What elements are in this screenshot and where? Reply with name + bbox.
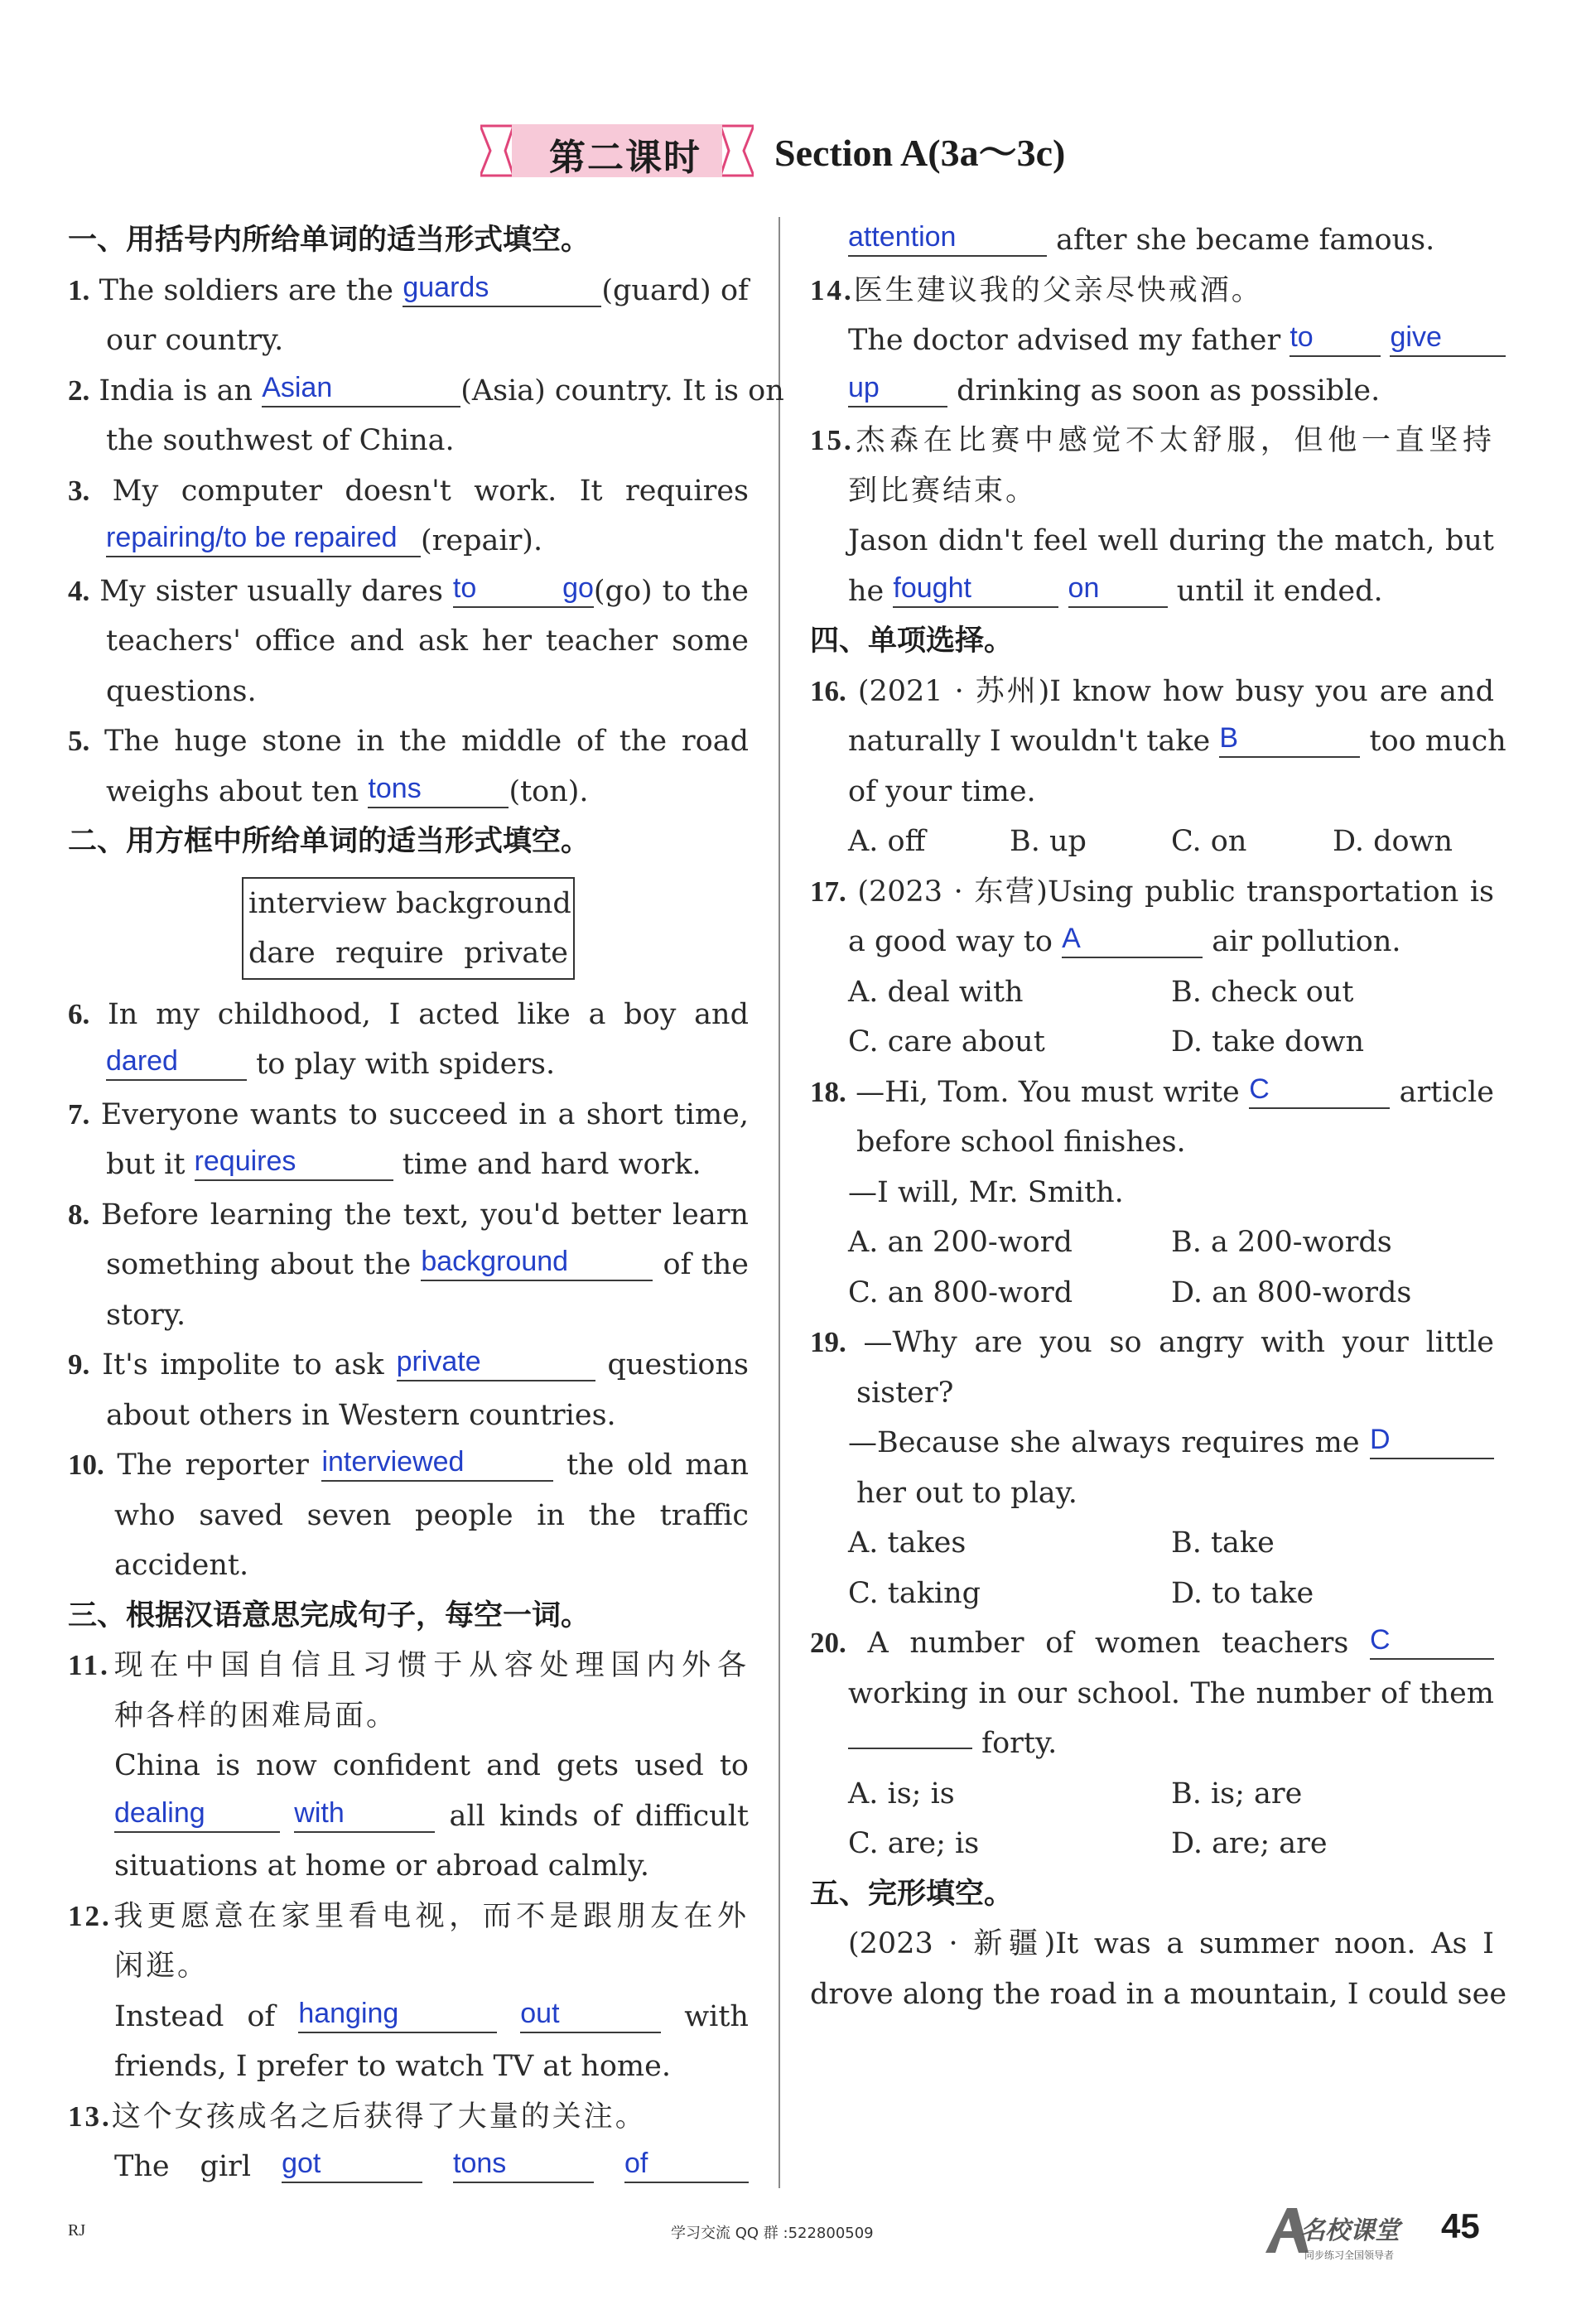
option-b[interactable]: B. take: [1171, 1526, 1275, 1560]
part1-heading: 一、用括号内所给单词的适当形式填空。: [68, 224, 591, 257]
answer-blank[interactable]: dealing: [114, 1795, 280, 1833]
question-4: 4. My sister usually dares to go(go) to the teachers' office and ask her teacher some questions.: [68, 567, 749, 717]
answer-blank[interactable]: of: [624, 2145, 749, 2183]
cloze-text-line: (2023 · 新疆)It was a summer noon. As I: [848, 1927, 1494, 1960]
part3-heading: 三、根据汉语意思完成句子，每空一词。: [68, 1598, 591, 1632]
page-header: [0, 116, 1586, 190]
column-divider: [779, 217, 780, 2188]
question-20: 20. A number of women teachers C working in our school. The number of them forty. A. is; is B. is; are C. are; is D. are; are: [810, 1618, 1494, 1869]
answer-blank[interactable]: interviewed: [321, 1444, 553, 1482]
answer-blank[interactable]: B: [1219, 720, 1360, 758]
answer-blank[interactable]: C: [1370, 1622, 1494, 1660]
option-d[interactable]: D. are; are: [1171, 1827, 1328, 1860]
question-10: 10. The reporter interviewed the old man who saved seven people in the traffic accident.: [68, 1440, 749, 1591]
word-box: interview background dare require private: [242, 877, 575, 980]
answer-blank[interactable]: requires: [195, 1143, 393, 1181]
answer-blank[interactable]: up: [848, 369, 947, 407]
page-number: 45: [1441, 2206, 1480, 2245]
left-column: [68, 215, 784, 2192]
option-d[interactable]: D. down: [1333, 825, 1453, 858]
answer-blank[interactable]: repairing/to be repaired: [106, 519, 421, 557]
question-12: 12.我更愿意在家里看电视，而不是跟朋友在外 闲逛。 Instead of hanging out with friends, I prefer to watch TV at home.: [68, 1899, 749, 2083]
answer-blank[interactable]: give: [1390, 319, 1506, 357]
option-b[interactable]: B. is; are: [1171, 1777, 1303, 1811]
question-11: 11.现在中国自信且习惯于从容处理国内外各 种各样的困难局面。 China is now confident and gets used to dealing with all kinds of difficult situations at home or abroad calmly.: [68, 1649, 749, 1883]
publisher-logo-text: 名校课堂: [1300, 2216, 1400, 2245]
question-3: 3. My computer doesn't work. It requires repairing/to be repaired (repair).: [68, 474, 749, 557]
options: [810, 967, 1494, 1018]
answer-blank[interactable]: with: [294, 1795, 435, 1833]
question-13: 13.这个女孩成名之后获得了大量的关注。 The girl got tons of: [68, 2092, 749, 2192]
answer-blank[interactable]: got: [282, 2145, 422, 2183]
part4-heading: 四、单项选择。: [810, 624, 1014, 658]
options: [810, 1569, 1494, 1619]
answer-blank[interactable]: C: [1249, 1071, 1390, 1109]
part5-heading: 五、完形填空。: [810, 1877, 1014, 1911]
answer-blank[interactable]: private: [397, 1343, 595, 1381]
question-14: 14.医生建议我的父亲尽快戒酒。 The doctor advised my father to give up drinking as soon as possible.: [810, 266, 1494, 417]
answer-blank[interactable]: hanging: [298, 1995, 497, 2033]
qq-group-text: 学习交流 QQ 群 :522800509: [671, 2225, 874, 2242]
options: [810, 1268, 1494, 1319]
question-18: 18. —Hi, Tom. You must write C article before school finishes. —I will, Mr. Smith. A. an 200-word B. a 200-words C. an 800-word D. an 800-words: [810, 1068, 1494, 1319]
answer-blank[interactable]: to go: [453, 570, 594, 608]
question-9: 9. It's impolite to ask private questions about others in Western countries.: [68, 1340, 749, 1440]
question-15: 15.杰森在比赛中感觉不太舒服，但他一直坚持 到比赛结束。 Jason didn't feel well during the match, but he fought on until it ended.: [810, 424, 1494, 608]
answer-blank[interactable]: fought: [893, 570, 1058, 608]
option-d[interactable]: D. an 800-words: [1171, 1275, 1412, 1309]
option-a[interactable]: A. off: [848, 825, 926, 858]
option-c[interactable]: C. care about: [848, 1025, 1045, 1058]
options: [810, 1769, 1494, 1820]
answer-blank[interactable]: tons: [453, 2145, 594, 2183]
cloze-text-line: drove along the road in a mountain, I could see: [810, 1977, 1507, 2011]
option-a[interactable]: A. is; is: [848, 1777, 955, 1811]
options: [810, 817, 1494, 867]
option-a[interactable]: A. takes: [848, 1526, 967, 1560]
question-5: 5. The huge stone in the middle of the road weighs about ten tons (ton).: [68, 725, 749, 808]
answer-blank[interactable]: dared: [106, 1043, 247, 1081]
options: [810, 1217, 1494, 1268]
option-c[interactable]: C. an 800-word: [848, 1275, 1073, 1309]
question-19: 19. —Why are you so angry with your little sister? —Because she always requires me D her out to play. A. takes B. take C. taking D. to take: [810, 1318, 1494, 1618]
edition-label: RJ: [68, 2221, 86, 2240]
answer-blank[interactable]: D: [1370, 1421, 1494, 1459]
answer-blank[interactable]: to: [1290, 319, 1381, 357]
option-b[interactable]: B. a 200-words: [1171, 1226, 1392, 1259]
lesson-banner-label: 第二课时: [549, 137, 701, 179]
question-7: 7. Everyone wants to succeed in a short time, but it requires time and hard work.: [68, 1097, 749, 1181]
answer-blank[interactable]: tons: [368, 770, 509, 808]
question-13-continued: attention after she became famous.: [810, 215, 1494, 266]
option-c[interactable]: C. on: [1171, 825, 1247, 858]
question-17: 17. (2023 · 东营)Using public transportation is a good way to A air pollution. A. deal with B. check out C. care about D. take down: [810, 867, 1494, 1068]
question-1: 1. The soldiers are the guards (guard) of our country.: [68, 266, 749, 366]
answer-blank[interactable]: A: [1062, 920, 1203, 958]
answer-blank[interactable]: guards: [403, 269, 601, 307]
option-b[interactable]: B. up: [1010, 825, 1087, 858]
answer-blank[interactable]: Asian: [262, 369, 460, 407]
option-d[interactable]: D. take down: [1171, 1025, 1365, 1058]
answer-blank[interactable]: on: [1068, 570, 1168, 608]
page-footer: [0, 2203, 1586, 2286]
answer-blank[interactable]: background: [421, 1243, 653, 1281]
question-2: 2. India is an Asian (Asia) country. It is on the southwest of China.: [68, 366, 749, 466]
option-b[interactable]: B. check out: [1171, 975, 1354, 1009]
question-16: 16. (2021 · 苏州)I know how busy you are and naturally I wouldn't take B too much of your time. A. off B. up C. on D. down: [810, 667, 1494, 867]
option-c[interactable]: C. are; is: [848, 1827, 980, 1860]
option-a[interactable]: A. deal with: [848, 975, 1024, 1009]
answer-blank[interactable]: attention: [848, 219, 1047, 257]
part2-heading: 二、用方框中所给单词的适当形式填空。: [68, 825, 591, 858]
publisher-slogan: 同步练习全国领导者: [1304, 2249, 1395, 2261]
question-8: 8. Before learning the text, you'd better learn something about the background of the story.: [68, 1198, 749, 1332]
answer-blank[interactable]: out: [520, 1995, 661, 2033]
option-a[interactable]: A. an 200-word: [848, 1226, 1073, 1259]
option-c[interactable]: C. taking: [848, 1576, 981, 1610]
options: [810, 1518, 1494, 1569]
section-title: Section A(3a～3c): [774, 132, 1066, 174]
option-d[interactable]: D. to take: [1171, 1576, 1314, 1610]
answer-blank[interactable]: [848, 1748, 972, 1749]
options: [810, 1017, 1494, 1068]
question-6: 6. In my childhood, I acted like a boy and dared to play with spiders.: [68, 997, 749, 1081]
right-column: [810, 215, 1507, 2019]
options: [810, 1819, 1494, 1869]
